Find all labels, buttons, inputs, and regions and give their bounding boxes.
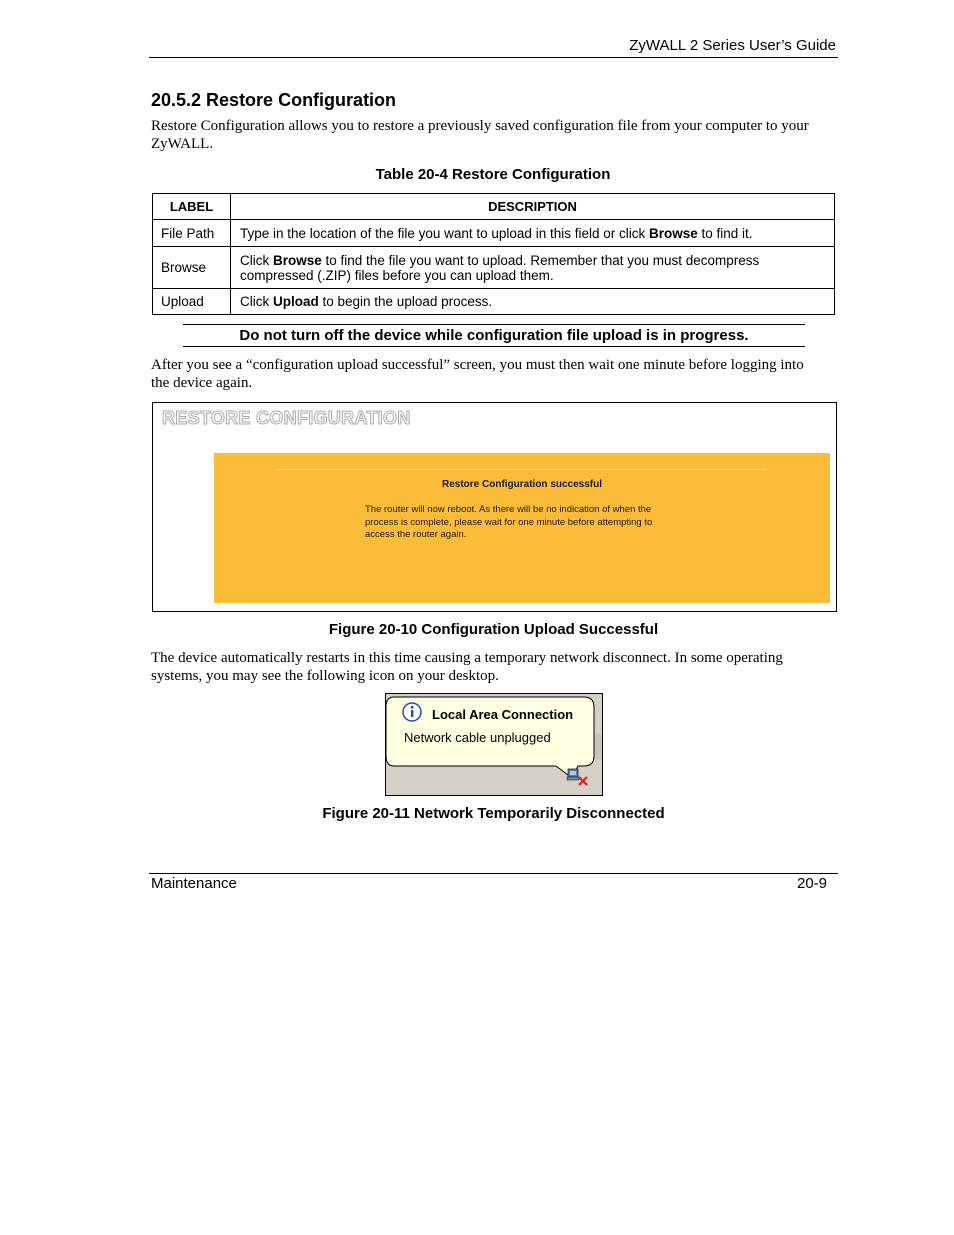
intro-line-1: Restore Configuration allows you to restore a previously saved configuration file from your computer to your xyxy=(151,118,809,134)
row-label: Upload xyxy=(153,289,231,315)
balloon-text: Network cable unplugged xyxy=(404,730,551,745)
device-line-1: The device automatically restarts in this time causing a temporary network disconnect. In some operating xyxy=(151,650,783,666)
panel-divider xyxy=(276,469,767,470)
header-description: DESCRIPTION xyxy=(231,194,835,220)
figure-caption: Figure 20-10 Configuration Upload Successful xyxy=(328,621,659,638)
after-paragraph xyxy=(151,356,841,392)
info-icon xyxy=(402,702,422,722)
table-header-row xyxy=(153,194,835,220)
success-title: Restore Configuration successful xyxy=(441,479,603,490)
table-row xyxy=(153,289,835,315)
after-line-2: the device again. xyxy=(151,375,253,391)
table-caption: Table 20-4 Restore Configuration xyxy=(375,166,611,183)
device-line-2: systems, you may see the following icon on your desktop. xyxy=(151,668,499,684)
success-panel xyxy=(214,453,830,603)
warning-note: Do not turn off the device while configuration file upload is in progress. xyxy=(183,324,805,347)
desc-text: compressed (.ZIP) files before you can upload them. xyxy=(240,267,554,283)
intro-paragraph xyxy=(151,117,841,153)
message-line: access the router again. xyxy=(365,529,467,540)
restore-config-table xyxy=(152,193,835,315)
desc-text: Click xyxy=(240,252,273,268)
row-description xyxy=(231,220,835,247)
row-description xyxy=(231,247,835,289)
desc-text: Type in the location of the file you want to upload in this field or click xyxy=(240,225,649,241)
network-disconnected-icon[interactable] xyxy=(566,767,590,787)
after-line-1: After you see a “configuration upload successful” screen, you must then wait one minute before logging into xyxy=(151,357,804,373)
row-label: Browse xyxy=(153,247,231,289)
figure-caption: Figure 20-11 Network Temporarily Disconnected xyxy=(322,805,665,822)
desc-text: Click xyxy=(240,294,273,309)
balloon-title: Local Area Connection xyxy=(432,707,574,722)
header-label: LABEL xyxy=(153,194,231,220)
reboot-message xyxy=(365,504,685,542)
section-heading: 20.5.2 Restore Configuration xyxy=(151,90,397,110)
device-paragraph xyxy=(151,649,841,685)
message-line: process is complete, please wait for one minute before attempting to xyxy=(365,516,653,528)
page-number: 20-9 xyxy=(797,875,828,892)
desc-text: to find the file you want to upload. Remember that you must decompress xyxy=(321,252,760,268)
footer-rule xyxy=(149,873,838,874)
desc-bold: Upload xyxy=(273,294,319,309)
desc-bold: Browse xyxy=(273,252,322,268)
row-description xyxy=(231,289,835,315)
network-disconnected-screenshot xyxy=(385,693,603,796)
desc-text: to find it. xyxy=(697,225,753,241)
header-rule xyxy=(149,57,838,58)
footer-chapter: Maintenance xyxy=(151,875,237,892)
screen-title: RESTORE CONFIGURATION xyxy=(162,408,411,428)
intro-line-2: ZyWALL. xyxy=(151,136,214,152)
desc-bold: Browse xyxy=(648,225,698,241)
table-row xyxy=(153,220,835,247)
desc-text: to begin the upload process. xyxy=(318,294,493,309)
row-label: File Path xyxy=(153,220,231,247)
restore-success-screenshot xyxy=(152,402,837,612)
table-row xyxy=(153,247,835,289)
message-line: The router will now reboot. As there will be no indication of when the xyxy=(365,504,652,515)
running-header: ZyWALL 2 Series User’s Guide xyxy=(629,37,836,54)
